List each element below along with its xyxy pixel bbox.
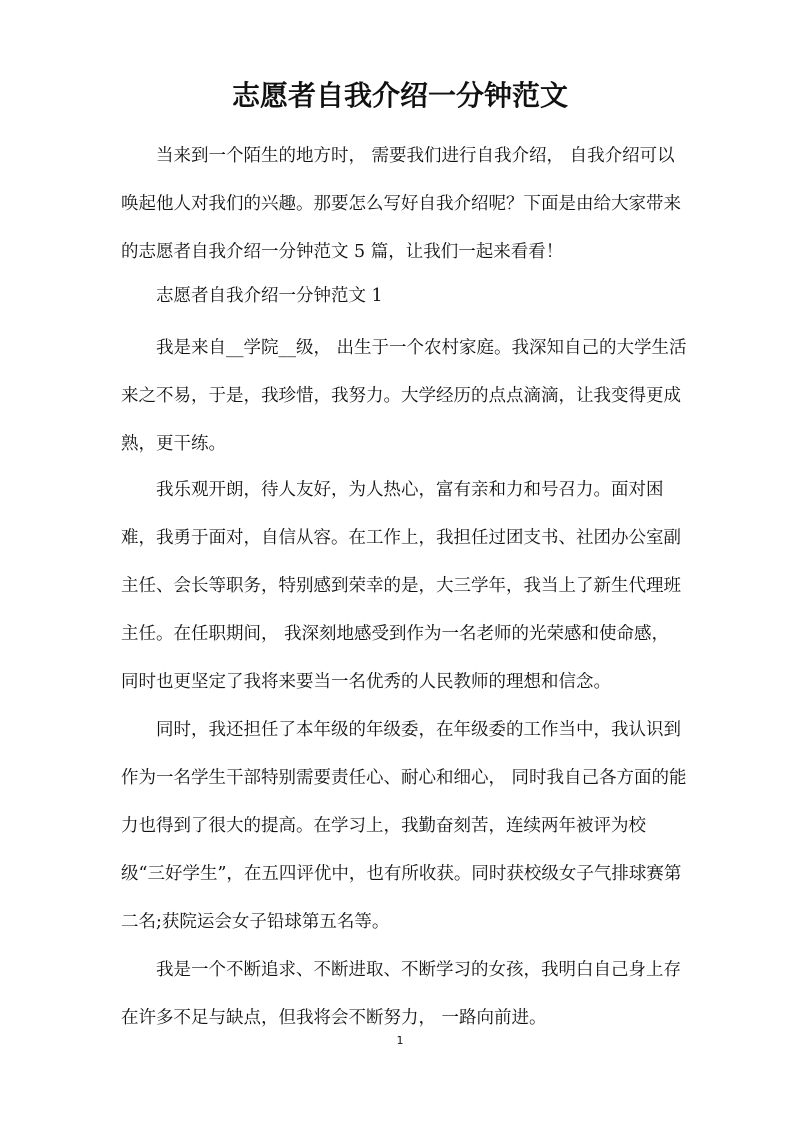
section-heading: 志愿者自我介绍一分钟范文 1	[156, 286, 383, 306]
body-paragraph-3: 同时，我还担任了本年级的年级委，在年级委的工作当中，我认识到作为一名学生干部特别需要责任心、耐心和细心， 同时我自己各方面的能力也得到了很大的提高。在学习上，我勤奋刻苦，连续两年被评为校级“三好学生”，在五四评优中，也有所收获。同时获校级女子气排球赛第二名;获院运会女子铅球第五名等。	[121, 720, 687, 932]
body-paragraph-1: 我是来自__学院__级， 出生于一个农村家庭。我深知自己的大学生活来之不易，于是，我珍惜，我努力。大学经历的点点滴滴，让我变得更成熟，更干练。	[121, 338, 687, 454]
body-paragraph-4: 我是一个不断追求、不断进取、不断学习的女孩，我明白自己身上存在许多不足与缺点，但我将会不断努力， 一路向前进。	[121, 960, 681, 1028]
body-paragraph-2: 我乐观开朗，待人友好，为人热心，富有亲和力和号召力。面对困难，我勇于面对，自信从容。在工作上，我担任过团支书、社团办公室副主任、会长等职务，特别感到荣幸的是，大三学年，我当上了新生代理班主任。在任职期间， 我深刻地感受到作为一名老师的光荣感和使命感， 同时也更坚定了我将来要当一名优秀的人民教师的理想和信念。	[121, 480, 681, 692]
document-title: 志愿者自我介绍一分钟范文	[231, 79, 568, 112]
page-number: 1	[396, 1034, 404, 1047]
intro-paragraph: 当来到一个陌生的地方时， 需要我们进行自我介绍， 自我介绍可以唤起他人对我们的兴趣。那要怎么写好自我介绍呢？下面是由给大家带来的志愿者自我介绍一分钟范文 5 篇，让我们一起来看看！	[121, 146, 681, 262]
